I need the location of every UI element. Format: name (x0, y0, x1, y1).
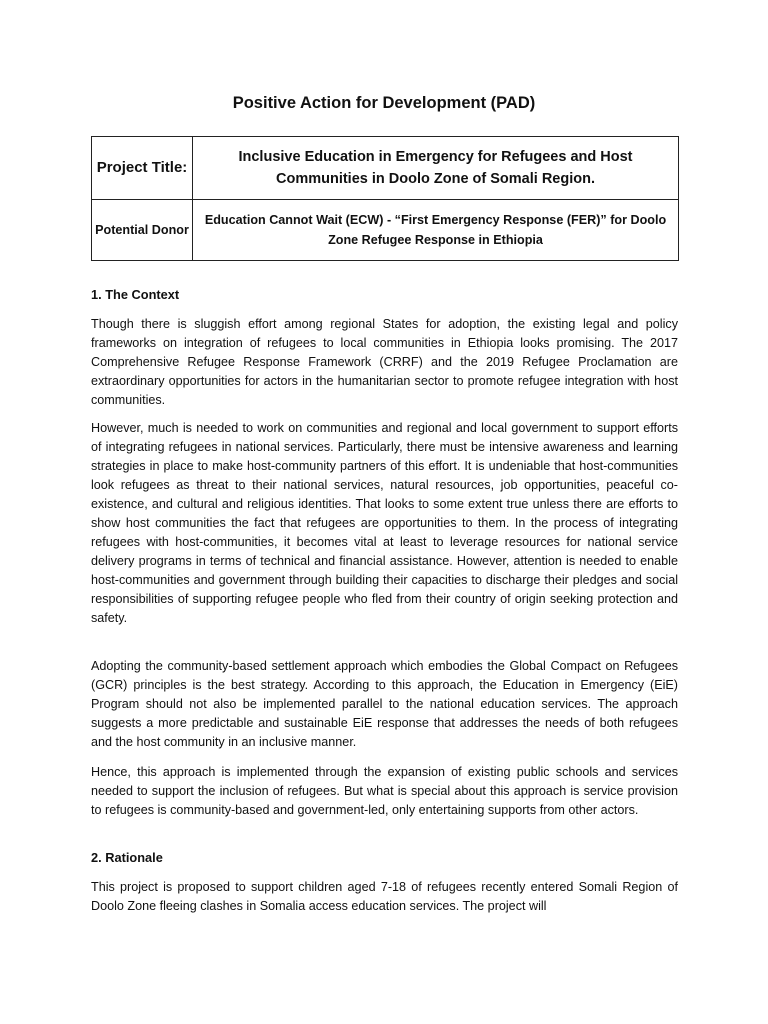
section-heading-rationale: 2. Rationale (91, 850, 163, 865)
table-row (92, 200, 679, 261)
table-row (92, 137, 679, 200)
context-paragraph-1: Though there is sluggish effort among regional States for adoption, the existing legal and policy frameworks on integration of refugees to local communities in Ethiopia looks promising. The 2017 Comprehensive Refugee Response Framework (CRRF) and the 2019 Refugee Proclamation are extraordinary opportunities for actors in the humanitarian sector to promote refugee integration with host communities. (91, 317, 678, 407)
context-paragraph-2: However, much is needed to work on communities and regional and local government to support efforts of integrating refugees in national services. Particularly, there must be intensive awareness and learning strategies in place to make host-community partners of this effort. It is undeniable that host-communities look refugees as threat to their national services, natural resources, job opportunities, peaceful co-existence, and cultural and religious identities. That looks to some extent true unless there are efforts to show host communities the fact that refugees are opportunities to them. In the process of integrating refugees with host-communities, it becomes vital at least to leverage resources for national service delivery programs in terms of technical and financial assistance. However, attention is needed to enable host-communities and government through building their capacities to discharge their pledges and social responsibilities of supporting refugee people who fled from their country of origin seeking protection and safety. (91, 421, 678, 625)
context-paragraph-4: Hence, this approach is implemented through the expansion of existing public schools and services needed to support the inclusion of refugees. But what is special about this approach is service provision to refugees is community-based and government-led, only entertaining supports from other actors. (91, 765, 678, 817)
project-title-label: Project Title: (92, 137, 193, 200)
context-paragraph-3: Adopting the community-based settlement approach which embodies the Global Compact on Refugees (GCR) principles is the best strategy. According to this approach, the Education in Emergency (EiE) Program should not also be implemented parallel to the national education services. The approach suggests a more predictable and sustainable EiE response that addresses the needs of both refugees and the host community in an inclusive manner. (91, 659, 678, 749)
potential-donor-label: Potential Donor (92, 200, 193, 261)
project-title-value: Inclusive Education in Emergency for Refugees and Host Communities in Doolo Zone of Somali Region. (193, 137, 679, 200)
section-heading-context: 1. The Context (91, 287, 180, 302)
rationale-paragraph-1: This project is proposed to support children aged 7-18 of refugees recently entered Somali Region of Doolo Zone fleeing clashes in Somalia access education services. The project will (91, 880, 678, 913)
document-title: Positive Action for Development (PAD) (232, 94, 536, 112)
potential-donor-value: Education Cannot Wait (ECW) - “First Emergency Response (FER)” for Doolo Zone Refugee Response in Ethiopia (193, 200, 679, 261)
project-info-table (91, 136, 679, 261)
